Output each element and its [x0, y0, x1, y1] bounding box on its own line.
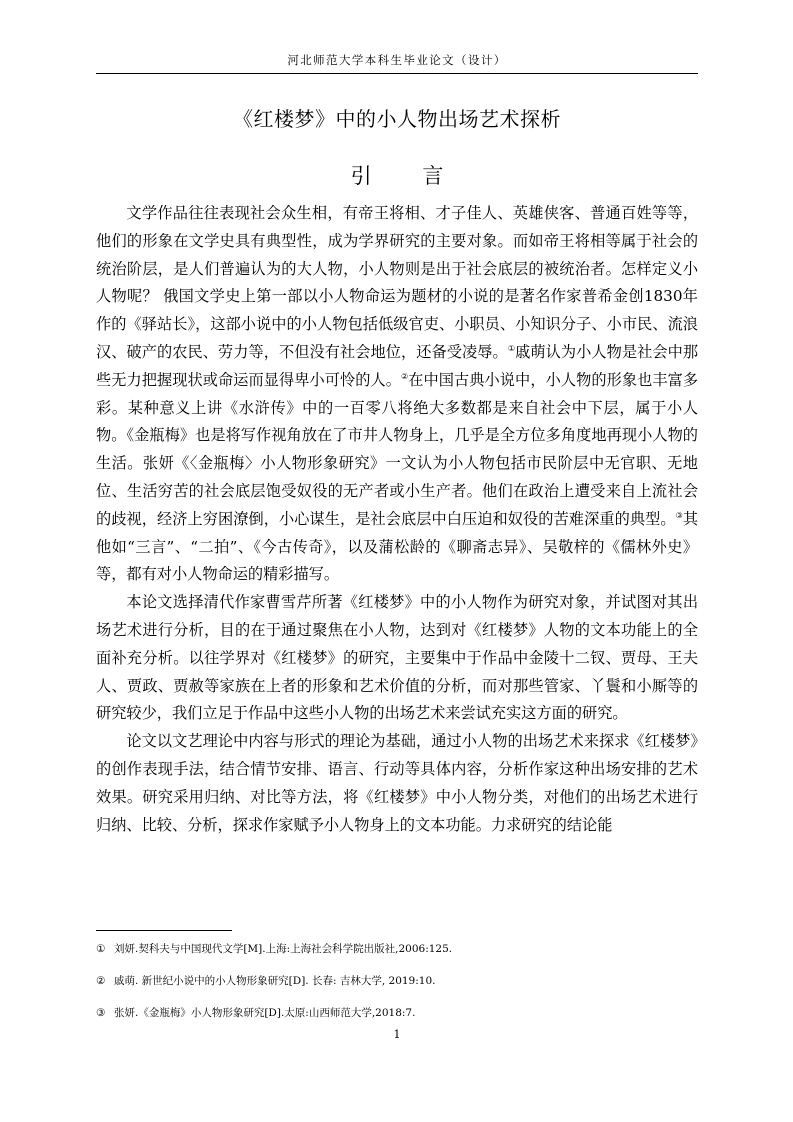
footnote-ref: ② — [401, 371, 409, 381]
paper-title: 《红楼梦》中的小人物出场艺术探析 — [233, 107, 561, 131]
paragraph-text: 戚萌认为小人物是社会中那些无力把握现状或命运而显得卑小可怜的人。 — [96, 342, 699, 389]
footnote-ref: ① — [507, 343, 516, 353]
body-paragraph — [96, 728, 698, 839]
footnote — [96, 1006, 698, 1026]
paragraph-text: 在中国古典小说中，小人物的形象也丰富多彩。某种意义上讲《水浒传》中的一百零八将绝大多数都是来自社会中下层，属于小人物。《金瓶梅》也是将写作视角放在了市井人物身上，几乎是全方位多角度地再现小人物的生活。张妍《〈金瓶梅〉小人物形象研究》一文认为小人物包括市民阶层中无官职、无地位、生活穷苦的社会底层饱受奴役的无产者或小生产者。他们在政治上遭受来自上流社会的歧视，经济上穷困潦倒，小心谋生，是社会底层中白压迫和奴役的苦难深重的典型。 — [96, 370, 699, 528]
body-text — [96, 200, 698, 839]
section-heading: 引 言 — [350, 164, 466, 188]
footnote-marker: ③ — [96, 1007, 106, 1019]
footnote-text: 刘妍.契科夫与中国现代文学[M].上海:上海社会科学院出版社,2006:125. — [114, 943, 453, 955]
footnote-ref: ③ — [675, 510, 683, 520]
body-paragraph — [96, 200, 698, 589]
footnote-text: 张妍.《金瓶梅》小人物形象研究[D].太原:山西师范大学,2018:7. — [114, 1007, 416, 1019]
footnote — [96, 974, 698, 994]
paragraph-text: 本论文选择清代作家曹雪芹所著《红楼梦》中的小人物作为研究对象，并试图对其出场艺术进行分析，目的在于通过聚焦在小人物，达到对《红楼梦》人物的文本功能上的全面补充分析。以往学界对《红楼梦》的研究，主要集中于作品中金陵十二钗、贾母、王夫人、贾政、贾赦等家族在上者的形象和艺术价值的分析，而对那些管家、丫鬟和小厮等的研究较少，我们立足于作品中这些小人物的出场艺术来尝试充实这方面的研究。 — [96, 593, 698, 723]
footnote-text: 戚萌. 新世纪小说中的小人物形象研究[D]. 长春: 吉林大学, 2019:10. — [114, 975, 436, 987]
page-number: 1 — [393, 1028, 401, 1041]
header-rule — [96, 73, 698, 74]
body-paragraph — [96, 589, 698, 728]
paragraph-text: 文学作品往往表现社会众生相，有帝王将相、才子佳人、英雄侠客、普通百姓等等，他们的形象在文学史具有典型性，成为学界研究的主要对象。而如帝王将相等属于社会的统治阶层，是人们普遍认为的大人物，小人物则是出于社会底层的被统治者。怎样定义小人物呢？ 俄国文学史上第一部以小人物命运为题材的小说的是著名作家普希金创1830年作的《驿站长》，这部小说中的小人物包括低级官吏、小职员、小知识分子、小市民、流浪汉、破产的农民、劳力等，不但没有社会地位，还备受凌辱。 — [96, 204, 698, 361]
paragraph-text: 其他如“三言”、“二拍”、《今古传奇》，以及蒲松龄的《聊斋志异》、吴敬梓的《儒林外史》等，都有对小人物命运的精彩描写。 — [96, 509, 699, 584]
footnote-rule — [96, 930, 232, 931]
footnotes — [96, 942, 698, 1038]
footnote — [96, 942, 698, 962]
footnote-marker: ① — [96, 943, 106, 955]
paragraph-text: 论文以文艺理论中内容与形式的理论为基础，通过小人物的出场艺术来探求《红楼梦》的创作表现手法，结合情节安排、语言、行动等具体内容，分析作家这种出场安排的艺术效果。研究采用归纳、对比等方法，将《红楼梦》中小人物分类，对他们的出场艺术进行归纳、比较、分析，探求作家赋予小人物身上的文本功能。力求研究的结论能 — [96, 732, 698, 834]
running-header: 河北师范大学本科生毕业论文（设计） — [287, 53, 507, 67]
footnote-marker: ② — [96, 975, 106, 987]
